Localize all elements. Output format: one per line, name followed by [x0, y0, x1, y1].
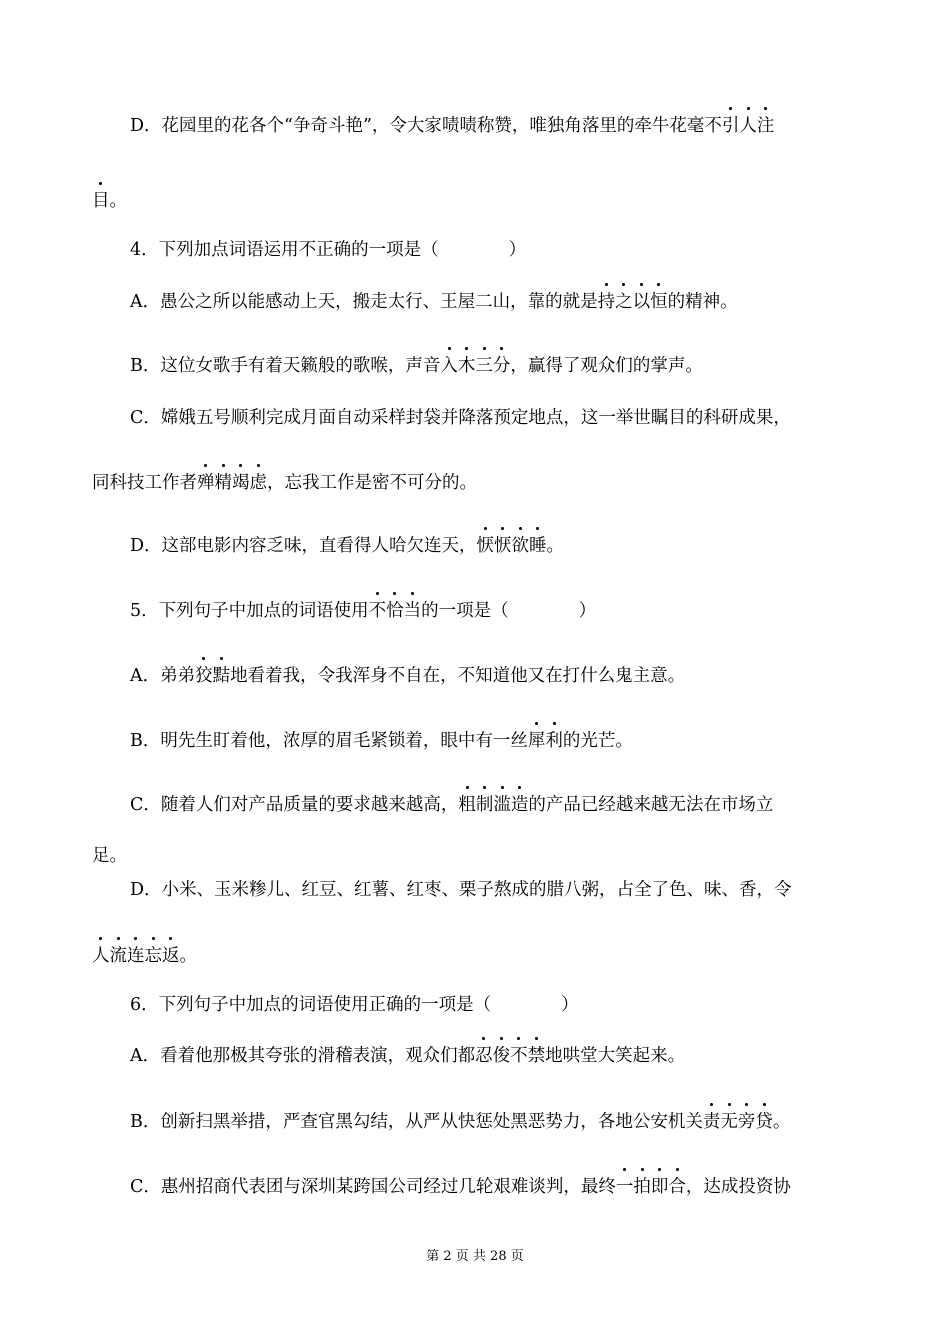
option-line: B．这位女歌手有着天籁般的歌喉，声音入木三分，赢得了观众们的掌声。	[130, 356, 703, 376]
question-line: 5．下列句子中加点的词语使用不恰当的一项是（ ）	[130, 601, 597, 621]
option-line: D．这部电影内容乏味，直看得人哈欠连天，恹恹欲睡。	[130, 536, 565, 556]
option-line: D．小米、玉米糁儿、红豆、红薯、红枣、栗子熬成的腊八粥，占全了色、味、香，令	[130, 880, 792, 900]
question-line: 4．下列加点词语运用不正确的一项是（ ）	[130, 240, 527, 260]
dotted-phrase	[458, 795, 528, 815]
page-footer: 第 2 页 共 28 页	[426, 1249, 524, 1264]
emphasis-char: 返	[162, 946, 180, 966]
option-line: B．创新扫黑举措，严查官黑勾结，从严从快惩处黑恶势力，各地公安机关责无旁贷。	[130, 1112, 791, 1132]
dotted-phrase	[475, 1046, 545, 1066]
dotted-phrase	[195, 666, 230, 686]
option-line: B．明先生盯着他，浓厚的眉毛紧锁着，眼中有一丝犀利的光芒。	[130, 731, 633, 751]
option-line: A．弟弟狡黠地看着我，令我浑身不自在，不知道他又在打什么鬼主意。	[130, 666, 686, 686]
emphasis-char: 三	[475, 356, 493, 376]
continuation-line: 人流连忘返。	[92, 946, 197, 966]
emphasis-char: 俊	[492, 1046, 511, 1066]
dotted-phrase	[616, 1177, 686, 1197]
option-line: A．愚公之所以能感动上天，搬走太行、王屋二山，靠的就是持之以恒的精神。	[130, 292, 738, 312]
emphasis-char: 睡	[529, 536, 547, 556]
emphasis-char: 连	[127, 946, 145, 966]
option-line: C．嫦娥五号顺利完成月面自动采样封袋并降落预定地点，这一举世瞩目的科研成果，	[130, 408, 791, 428]
emphasis-char: 目	[92, 191, 110, 211]
emphasis-char: 滥	[493, 795, 511, 815]
emphasis-char: 忘	[144, 946, 162, 966]
emphasis-char: 流	[109, 946, 127, 966]
emphasis-char: 贷	[755, 1112, 773, 1132]
emphasis-char: 恹	[494, 536, 512, 556]
emphasis-char: 禁	[527, 1046, 546, 1066]
emphasis-char: 不	[368, 601, 387, 621]
emphasis-char: 狡	[195, 666, 213, 686]
emphasis-char: 犀	[527, 731, 546, 751]
dotted-phrase	[440, 356, 510, 376]
continuation-line: 同科技工作者殚精竭虑，忘我工作是密不可分的。	[92, 473, 477, 493]
dotted-phrase	[528, 731, 563, 751]
emphasis-char: 利	[545, 731, 563, 751]
emphasis-char: 恹	[476, 536, 495, 556]
emphasis-char: 虑	[249, 473, 267, 493]
option-line: A．看着他那极其夸张的滑稽表演，观众们都忍俊不禁地哄堂大笑起来。	[130, 1046, 686, 1066]
dotted-phrase	[92, 946, 180, 966]
dotted-phrase	[598, 292, 668, 312]
emphasis-char: 旁	[737, 1112, 756, 1132]
continuation-line: 目。	[92, 191, 127, 211]
emphasis-char: 恰	[386, 601, 404, 621]
emphasis-char: 入	[440, 356, 458, 376]
dotted-phrase	[722, 116, 775, 136]
emphasis-char: 不	[510, 1046, 528, 1066]
emphasis-char: 制	[475, 795, 494, 815]
emphasis-char: 无	[720, 1112, 738, 1132]
emphasis-char: 黠	[212, 666, 231, 686]
emphasis-char: 以	[632, 292, 651, 312]
emphasis-char: 粗	[458, 795, 476, 815]
option-line: C．惠州招商代表团与深圳某跨国公司经过几轮艰难谈判，最终一拍即合，达成投资协	[130, 1177, 791, 1197]
dotted-phrase	[197, 473, 267, 493]
emphasis-char: 忍	[475, 1046, 493, 1066]
emphasis-char: 人	[92, 946, 110, 966]
emphasis-char: 合	[668, 1177, 686, 1197]
emphasis-char: 责	[702, 1112, 721, 1132]
emphasis-char: 木	[457, 356, 476, 376]
emphasis-char: 一	[615, 1177, 634, 1197]
emphasis-char: 即	[650, 1177, 669, 1197]
dotted-phrase	[703, 1112, 773, 1132]
emphasis-char: 引	[721, 116, 740, 136]
dotted-phrase	[92, 191, 110, 211]
emphasis-char: 殚	[197, 473, 215, 493]
emphasis-char: 恒	[650, 292, 668, 312]
emphasis-char: 精	[214, 473, 232, 493]
emphasis-char: 欲	[511, 536, 530, 556]
emphasis-char: 人	[739, 116, 757, 136]
emphasis-char: 注	[756, 116, 775, 136]
emphasis-char: 持	[597, 292, 616, 312]
option-line: C．随着人们对产品质量的要求越来越高，粗制滥造的产品已经越来越无法在市场立	[130, 795, 774, 815]
option-line: D．花园里的花各个“争奇斗艳”，令大家啧啧称赞，唯独角落里的牵牛花毫不引人注	[130, 116, 775, 136]
emphasis-char: 当	[403, 601, 422, 621]
continuation-line: 足。	[92, 846, 127, 866]
dotted-phrase	[477, 536, 547, 556]
question-line: 6．下列句子中加点的词语使用正确的一项是（ ）	[130, 995, 579, 1015]
emphasis-char: 竭	[232, 473, 250, 493]
emphasis-char: 之	[615, 292, 633, 312]
emphasis-char: 造	[510, 795, 529, 815]
emphasis-char: 分	[492, 356, 511, 376]
dotted-phrase	[369, 601, 422, 621]
emphasis-char: 拍	[633, 1177, 651, 1197]
